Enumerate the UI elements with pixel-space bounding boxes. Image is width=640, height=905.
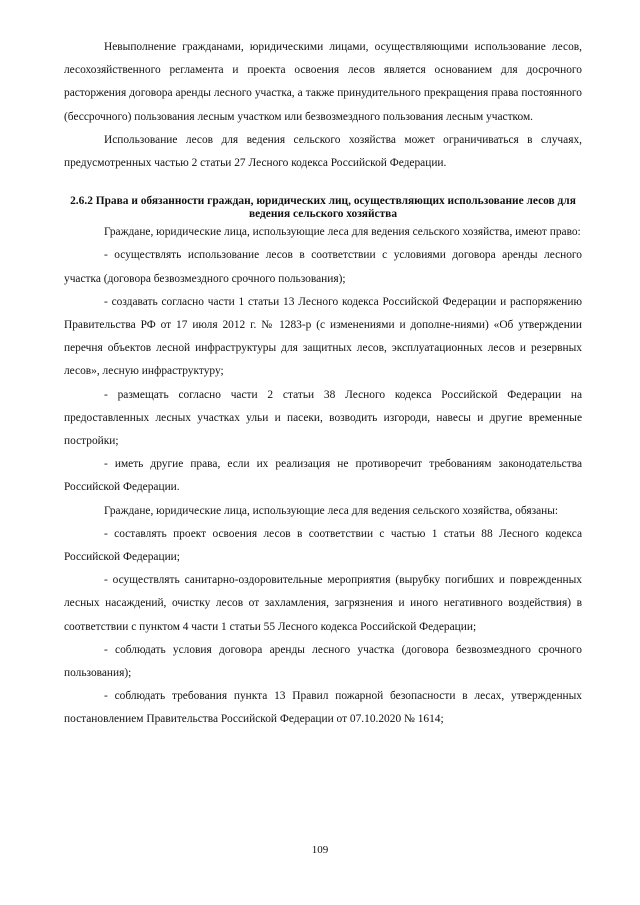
page-number: 109 — [311, 844, 329, 856]
rights-item-3: - размещать согласно части 2 статьи 38 Лесного кодекса Российской Федерации на предоставленных лесных участках ульи и пасеки, возводить изгороди, навесы и другие временные постройки; — [64, 388, 582, 448]
rights-item-2: - создавать согласно части 1 статьи 13 Лесного кодекса Российской Федерации и распоряжению Правительства РФ от 17 июля 2012 г. № 1283-р (с изменениями и дополне-ниями) «Об утверждении перечня объектов лесной инфраструктуры для защитных лесов, эксплуатационных лесов и резервных лесов», лесную инфраструктуру; — [64, 295, 582, 378]
intro-paragraph-1: Невыполнение гражданами, юридическими лицами, осуществляющими использование лесов, лесохозяйственного регламента и проекта освоения лесов является основанием для досрочного расторжения договора аренды лесного участка, а также принудительного прекращения права постоянного (бессрочного) пользования лесным участком или безвозмездного пользования лесным участком. — [64, 41, 582, 123]
section-heading: 2.6.2 Права и обязанности граждан, юридических лиц, осуществляющих использование лесов для ведения сельского хозяйства — [70, 195, 576, 221]
rights-item-4: - иметь другие права, если их реализация не противоречит требованиям законодательства Российской Федерации. — [64, 458, 582, 494]
duties-item-1: - составлять проект освоения лесов в соответствии с частью 1 статьи 88 Лесного кодекса Российской Федерации; — [64, 527, 582, 564]
document-page — [64, 36, 582, 732]
duties-item-3: - соблюдать условия договора аренды лесного участка (договора безвозмездного срочного пользования); — [64, 643, 582, 680]
duties-intro: Граждане, юридические лица, использующие леса для ведения сельского хозяйства, обязаны: — [104, 504, 559, 517]
rights-intro: Граждане, юридические лица, использующие леса для ведения сельского хозяйства, имеют право: — [104, 226, 581, 239]
duties-item-4: - соблюдать требования пункта 13 Правил пожарной безопасности в лесах, утвержденных постановлением Правительства Российской Федерации от 07.10.2020 № 1614; — [64, 690, 582, 726]
intro-paragraph-2: Использование лесов для ведения сельского хозяйства может ограничиваться в случаях, предусмотренных частью 2 статьи 27 Лесного кодекса Российской Федерации. — [64, 133, 582, 170]
rights-item-1: - осуществлять использование лесов в соответствии с условиями договора аренды лесного участка (договора безвозмездного срочного пользования); — [64, 249, 582, 285]
duties-item-2: - осуществлять санитарно-оздоровительные мероприятия (вырубку погибших и поврежденных лесных насаждений, очистку лесов от захламления, загрязнения и иного негативного воздействия) в соответствии с пунктом 4 части 1 статьи 55 Лесного кодекса Российской Федерации; — [64, 574, 582, 633]
